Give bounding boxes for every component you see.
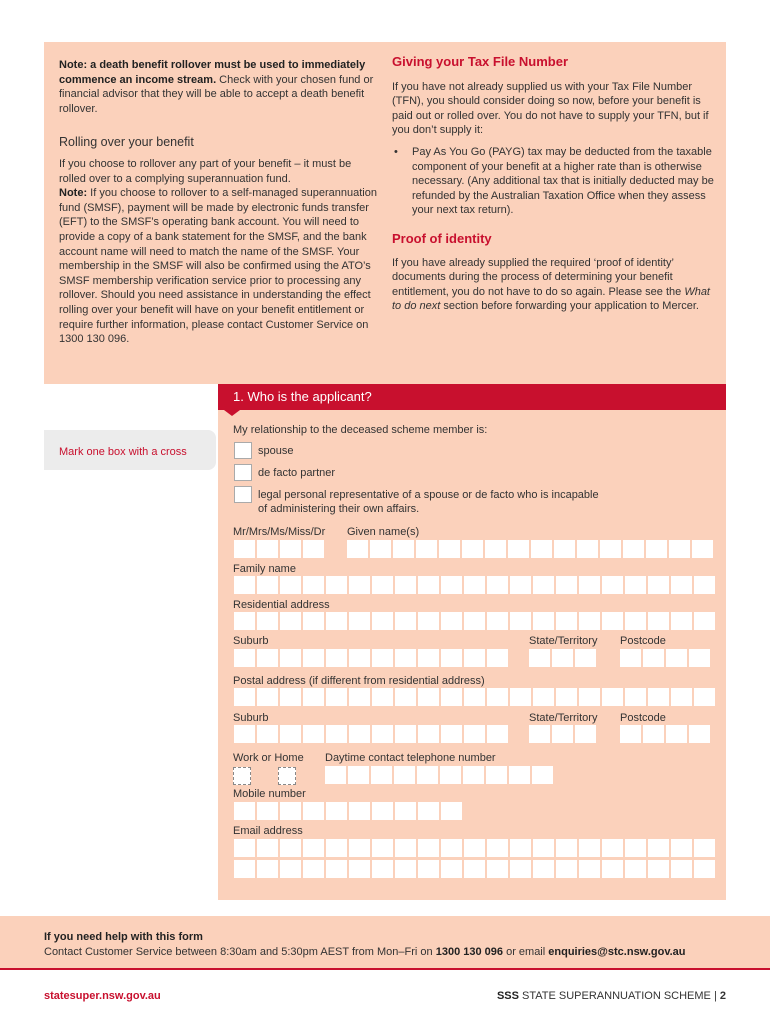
postal-postcode-input[interactable] [620,725,710,743]
email-input-line2[interactable] [234,860,715,878]
de-facto-label: de facto partner [258,467,336,479]
residential-address-label: Residential address [233,599,330,611]
mobile-input[interactable] [234,802,462,820]
scheme-name: STATE SUPERANNUATION SCHEME [522,990,711,1002]
work-checkbox[interactable] [233,767,251,785]
right-column [392,55,714,314]
relationship-label: My relationship to the deceased scheme member is: [233,424,488,436]
postal-state-input[interactable] [529,725,596,743]
death-benefit-note: Note: a death benefit rollover must be used to immediately commence an income stream. Check with your chosen fund or financial advisor that they will be able to accept a death benefit rollover. [59,59,374,115]
bullet-icon: • [394,145,398,158]
postal-address-input[interactable] [234,688,715,706]
postal-state-label: State/Territory [529,712,598,724]
home-checkbox[interactable] [278,767,296,785]
family-name-label: Family name [233,563,296,575]
page-number: 2 [719,990,726,1002]
email-label: Email address [233,825,303,837]
footer-scheme [497,990,726,1002]
mobile-label: Mobile number [233,788,306,800]
postal-address-label: Postal address (if different from residential address) [233,675,485,687]
tfn-paragraph: If you have not already supplied us with your Tax File Number (TFN), you should consider doing so now, before your benefit is paid out or rolled over. You do not have to supply your TFN, but if you don’t supply it: [392,80,709,137]
postal-suburb-input[interactable] [234,725,508,743]
proof-heading: Proof of identity [392,230,492,246]
instruction-tab: Mark one box with a cross [44,430,216,470]
email-input-line1[interactable] [234,839,715,857]
footer-rule [0,968,770,970]
rolling-paragraph: If you choose to rollover any part of your benefit – it must be rolled over to a complying superannuation fund. Note: If you choose to rollover to a self-managed superannuation fund (SMSF), payment will be made by electronic funds transfer (EFT) to the SMSF’s operating bank account. You will need to provide a copy of a bank statement for the SMSF, and the bank account name will need to match the name of the SMSF. Your membership in the SMSF will also be confirmed using the ATO’s SMSF membership verification service prior to processing any rollover. Should you need assistance in understanding the effect rolling over your benefit will have on your benefit entitlement or require further information, please contact Customer Service on 1300 130 096. [59,157,377,346]
given-name-input[interactable] [347,540,713,558]
help-phone: 1300 130 096 [435,946,504,958]
de-facto-checkbox[interactable] [234,464,252,481]
representative-label: legal personal representative of a spouse or de facto who is incapable [258,489,599,501]
website-link[interactable]: statesuper.nsw.gov.au [44,990,161,1002]
spouse-checkbox[interactable] [234,442,252,459]
title-label: Mr/Mrs/Ms/Miss/Dr [233,526,326,538]
rolling-heading: Rolling over your benefit [59,135,194,150]
postal-postcode-label: Postcode [620,712,666,724]
state-label: State/Territory [529,635,598,647]
residential-address-input[interactable] [234,612,715,630]
help-email-link[interactable]: enquiries@stc.nsw.gov.au [548,946,686,958]
help-title: If you need help with this form [44,931,203,943]
family-name-input[interactable] [234,576,715,594]
postal-suburb-label: Suburb [233,712,269,724]
representative-checkbox[interactable] [234,486,252,503]
state-input[interactable] [529,649,596,667]
proof-paragraph: If you have already supplied the required ‘proof of identity’ documents during the process of determining your benefit entitlement, you do not have to do so again. Please see the What to do next section before forwarding your application to Mercer. [392,256,710,313]
work-home-label: Work or Home [233,752,304,764]
suburb-input[interactable] [234,649,508,667]
given-name-label: Given name(s) [347,526,420,538]
help-panel [0,916,770,968]
help-text: Contact Customer Service between 8:30am and 5:30pm AEST from Mon–Fri on 1300 130 096 or email enquiries@stc.nsw.gov.au [44,946,686,958]
info-panel [44,42,726,384]
form-section-title: 1. Who is the applicant? [218,384,726,410]
postcode-input[interactable] [620,649,710,667]
daytime-phone-input[interactable] [325,766,553,784]
left-column [59,58,377,347]
daytime-phone-label: Daytime contact telephone number [325,752,496,764]
representative-label-cont: of administering their own affairs. [258,503,420,515]
tfn-heading: Giving your Tax File Number [392,54,569,69]
spouse-label: spouse [258,445,294,457]
suburb-label: Suburb [233,635,269,647]
tfn-bullet: • Pay As You Go (PAYG) tax may be deducted from the taxable component of your benefit at a higher rate than is otherwise necessary. (Any additional tax that is initially deducted may be refunded by the Australian Taxation Office when they assess your next tax return). [394,145,714,217]
sss-logo: SSS [496,990,519,1002]
title-input[interactable] [234,540,324,558]
applicant-form [218,384,726,900]
footer-separator: | [713,990,717,1002]
postcode-label: Postcode [620,635,666,647]
